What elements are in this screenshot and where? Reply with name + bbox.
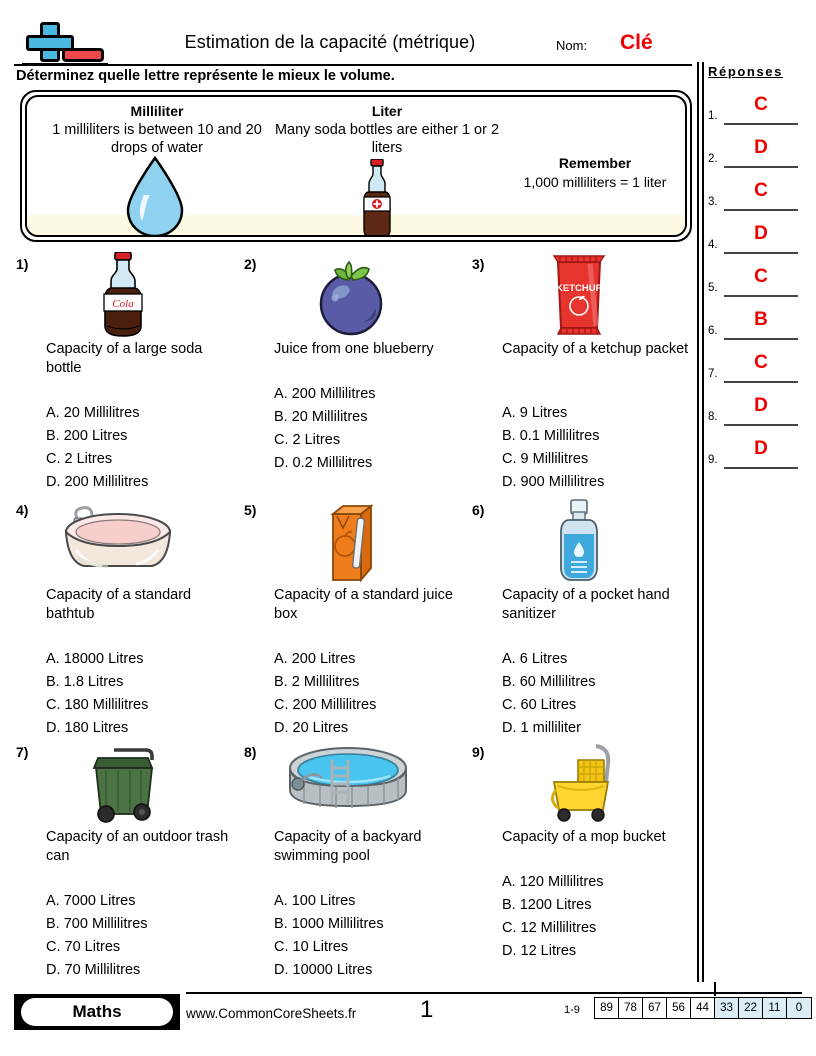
soda-bottle-icon <box>48 252 198 338</box>
choice-b[interactable]: B. 1.8 Litres <box>46 674 124 690</box>
question-choices <box>502 871 696 963</box>
milliliter-heading: Milliliter <box>130 103 184 119</box>
reference-liter <box>271 103 503 157</box>
question-number: 1) <box>16 256 29 272</box>
question-choices <box>46 402 240 494</box>
answer-value[interactable]: D <box>754 438 768 459</box>
choice-d[interactable]: D. 70 Millilitres <box>46 962 141 978</box>
question-choices <box>274 890 468 982</box>
answer-panel-divider-secondary <box>702 62 704 982</box>
choice-b[interactable]: B. 2 Millilitres <box>274 674 360 690</box>
page-footer <box>0 992 816 1056</box>
score-cell: 89 <box>595 998 619 1018</box>
answer-index: 5. <box>708 282 718 294</box>
question-item <box>242 498 468 740</box>
liter-heading: Liter <box>371 103 403 119</box>
score-cell: 44 <box>691 998 715 1018</box>
question-number: 2) <box>244 256 257 272</box>
answer-line <box>724 166 798 168</box>
answer-row <box>708 93 804 136</box>
choice-b[interactable]: B. 1200 Litres <box>502 897 592 913</box>
score-cell: 33 <box>715 998 739 1018</box>
score-range-label: 1-9 <box>564 1004 580 1016</box>
choice-d[interactable]: D. 20 Litres <box>274 720 349 736</box>
name-value: Clé <box>620 31 653 54</box>
swimming-pool-icon <box>276 740 426 826</box>
question-prompt: Capacity of a ketchup packet <box>502 341 689 357</box>
page-title: Estimation de la capacité (métrique) <box>184 32 476 52</box>
answer-line <box>724 424 798 426</box>
question-prompt: Capacity of a pocket hand sanitizer <box>502 587 670 622</box>
answer-value[interactable]: C <box>754 94 768 115</box>
svg-text:Cola: Cola <box>112 298 134 310</box>
choice-c[interactable]: C. 200 Millilitres <box>274 697 377 713</box>
question-number: 4) <box>16 502 29 518</box>
question-item <box>14 740 240 982</box>
question-prompt: Capacity of a standard juice box <box>274 587 453 622</box>
question-number: 5) <box>244 502 257 518</box>
choice-a[interactable]: A. 6 Litres <box>502 651 568 667</box>
choice-a[interactable]: A. 100 Litres <box>274 893 356 909</box>
juice-box-icon <box>276 498 426 584</box>
question-number: 9) <box>472 744 485 760</box>
choice-b[interactable]: B. 0.1 Millilitres <box>502 428 600 444</box>
answer-value[interactable]: C <box>754 180 768 201</box>
score-marker <box>714 982 716 996</box>
question-item <box>470 498 696 740</box>
answer-index: 4. <box>708 239 718 251</box>
choice-d[interactable]: D. 200 Millilitres <box>46 474 149 490</box>
reference-milliliter <box>35 103 279 157</box>
svg-text:KETCHUP: KETCHUP <box>556 283 602 294</box>
question-row <box>14 498 694 740</box>
instruction-text: Déterminez quelle lettre représente le mieux le volume. <box>16 68 395 84</box>
choice-b[interactable]: B. 20 Millilitres <box>274 409 368 425</box>
choice-d[interactable]: D. 12 Litres <box>502 943 577 959</box>
score-cell: 56 <box>667 998 691 1018</box>
answer-line <box>724 209 798 211</box>
answer-index: 8. <box>708 411 718 423</box>
question-number: 6) <box>472 502 485 518</box>
answer-index: 1. <box>708 110 718 122</box>
answer-line <box>724 123 798 125</box>
question-item <box>470 252 696 498</box>
choice-c[interactable]: C. 180 Millilitres <box>46 697 149 713</box>
reference-box <box>20 90 692 242</box>
answer-value[interactable]: B <box>754 309 768 330</box>
soda-bottle-icon <box>357 159 397 237</box>
answer-row <box>708 351 804 394</box>
answer-panel <box>708 64 804 480</box>
website-url[interactable]: www.CommonCoreSheets.fr <box>186 1006 357 1021</box>
answer-row <box>708 394 804 437</box>
choice-a[interactable]: A. 120 Millilitres <box>502 874 604 890</box>
reference-remember <box>497 155 687 190</box>
choice-d[interactable]: D. 10000 Litres <box>274 962 373 978</box>
answer-index: 7. <box>708 368 718 380</box>
answer-value[interactable]: C <box>754 266 768 287</box>
question-item <box>14 498 240 740</box>
question-row <box>14 740 694 982</box>
remember-heading: Remember <box>558 155 632 171</box>
question-prompt: Capacity of an outdoor trash can <box>46 829 229 864</box>
question-choices <box>502 648 696 740</box>
trash-can-icon <box>48 740 198 826</box>
question-choices <box>274 383 468 475</box>
score-cell: 11 <box>763 998 787 1018</box>
question-choices <box>274 648 468 740</box>
bathtub-icon <box>48 498 198 584</box>
score-cell: 67 <box>643 998 667 1018</box>
score-cell: 78 <box>619 998 643 1018</box>
answer-value[interactable]: C <box>754 352 768 373</box>
choice-c[interactable]: C. 9 Millilitres <box>502 451 589 467</box>
answer-line <box>724 252 798 254</box>
choice-a[interactable]: A. 20 Millilitres <box>46 405 140 421</box>
answer-line <box>724 295 798 297</box>
page-header <box>0 0 816 60</box>
choice-b[interactable]: B. 1000 Millilitres <box>274 916 384 932</box>
question-choices <box>46 890 240 982</box>
answer-row <box>708 265 804 308</box>
answer-index: 3. <box>708 196 718 208</box>
choice-a[interactable]: A. 200 Millilitres <box>274 386 376 402</box>
choice-a[interactable]: A. 9 Litres <box>502 405 568 421</box>
choice-d[interactable]: D. 180 Litres <box>46 720 129 736</box>
liter-description: Many soda bottles are either 1 or 2 liters <box>274 122 500 156</box>
plus-minus-icon <box>14 22 94 62</box>
question-prompt: Capacity of a standard bathtub <box>46 587 192 622</box>
answer-line <box>724 381 798 383</box>
answer-row <box>708 308 804 351</box>
choice-c[interactable]: C. 60 Litres <box>502 697 577 713</box>
choice-b[interactable]: B. 700 Millilitres <box>46 916 148 932</box>
choice-a[interactable]: A. 18000 Litres <box>46 651 144 667</box>
answer-row <box>708 437 804 480</box>
answer-value[interactable]: D <box>754 137 768 158</box>
choice-c[interactable]: C. 70 Litres <box>46 939 121 955</box>
question-item <box>14 252 240 498</box>
milliliter-description: 1 milliliters is between 10 and 20 drops of water <box>52 122 262 156</box>
score-cell: 0 <box>787 998 811 1018</box>
answer-row <box>708 222 804 265</box>
answer-value[interactable]: D <box>754 395 768 416</box>
question-item <box>242 252 468 498</box>
choice-c[interactable]: C. 2 Litres <box>46 451 113 467</box>
question-number: 3) <box>472 256 485 272</box>
choice-b[interactable]: B. 200 Litres <box>46 428 128 444</box>
blueberry-icon <box>276 252 426 338</box>
name-label: Nom: <box>556 38 588 53</box>
header-divider <box>14 64 692 66</box>
question-number: 7) <box>16 744 29 760</box>
question-number: 8) <box>244 744 257 760</box>
choice-d[interactable]: D. 900 Millilitres <box>502 474 605 490</box>
answer-panel-title: Réponses <box>708 64 783 79</box>
answer-row <box>708 179 804 222</box>
footer-divider <box>186 992 802 994</box>
page-number: 1 <box>420 996 434 1023</box>
answer-panel-divider <box>697 62 699 982</box>
choice-d[interactable]: D. 1 milliliter <box>502 720 581 736</box>
mop-bucket-icon <box>504 740 654 826</box>
answer-index: 9. <box>708 454 718 466</box>
answer-line <box>724 467 798 469</box>
question-prompt: Juice from one blueberry <box>274 341 434 357</box>
choice-b[interactable]: B. 60 Millilitres <box>502 674 596 690</box>
water-drop-icon <box>119 155 191 237</box>
question-prompt: Capacity of a large soda bottle <box>46 341 203 376</box>
question-choices <box>46 648 240 740</box>
hand-sanitizer-icon <box>504 498 654 584</box>
ketchup-packet-icon <box>504 252 654 338</box>
choice-a[interactable]: A. 7000 Litres <box>46 893 136 909</box>
answer-index: 2. <box>708 153 718 165</box>
question-grid <box>14 252 694 982</box>
score-scale <box>594 997 812 1019</box>
question-item <box>242 740 468 982</box>
answer-row <box>708 136 804 179</box>
choice-c[interactable]: C. 10 Litres <box>274 939 349 955</box>
choice-c[interactable]: C. 2 Litres <box>274 432 341 448</box>
answer-value[interactable]: D <box>754 223 768 244</box>
question-item <box>470 740 696 982</box>
score-cell: 22 <box>739 998 763 1018</box>
question-row <box>14 252 694 498</box>
question-prompt: Capacity of a backyard swimming pool <box>274 829 422 864</box>
answer-index: 6. <box>708 325 718 337</box>
question-prompt: Capacity of a mop bucket <box>502 829 666 845</box>
choice-c[interactable]: C. 12 Millilitres <box>502 920 597 936</box>
subject-badge-label: Maths <box>72 1002 122 1021</box>
answer-list <box>708 93 804 480</box>
choice-a[interactable]: A. 200 Litres <box>274 651 356 667</box>
choice-d[interactable]: D. 0.2 Millilitres <box>274 455 373 471</box>
subject-badge <box>14 994 180 1030</box>
remember-text: 1,000 milliliters = 1 liter <box>523 174 667 190</box>
answer-line <box>724 338 798 340</box>
question-choices <box>502 402 696 494</box>
